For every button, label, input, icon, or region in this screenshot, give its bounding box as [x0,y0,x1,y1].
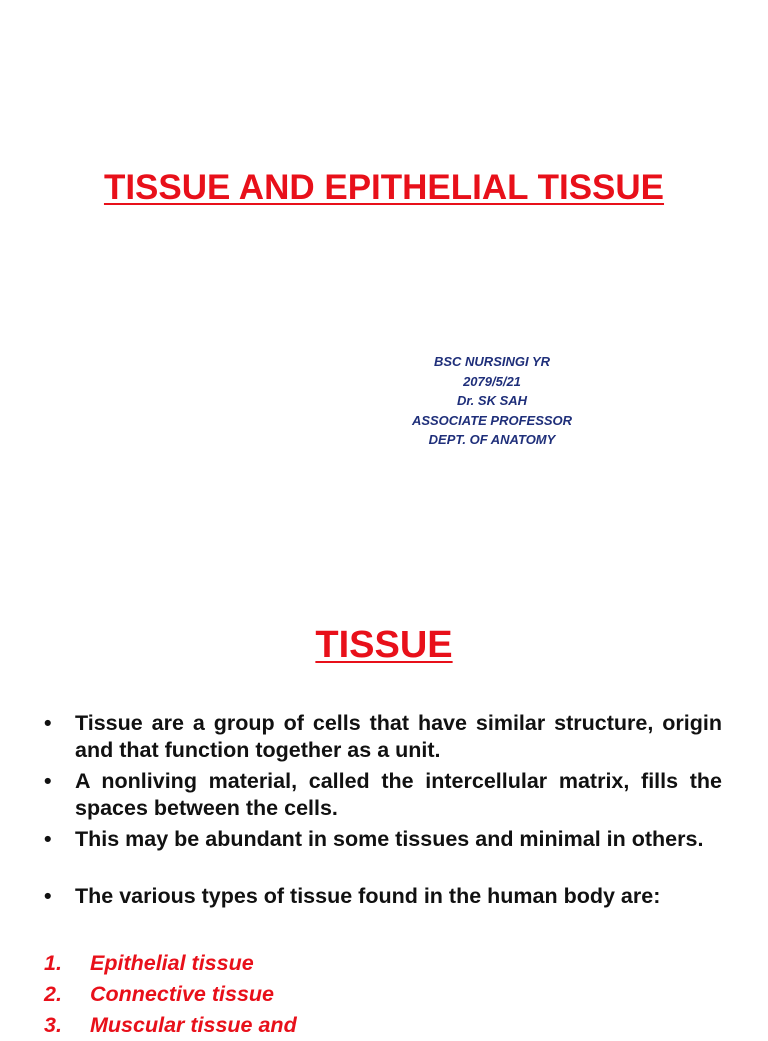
author-info [392,352,592,450]
course-line: BSC NURSINGI YR [433,354,551,369]
bullet-text: Tissue are a group of cells that have similar structure, origin and that function together as a unit. [75,711,722,762]
item-text: Muscular tissue and [90,1013,297,1037]
list-item [44,979,722,1010]
list-item [44,826,722,853]
list-item [44,948,722,979]
position-line: ASSOCIATE PROFESSOR [411,412,573,428]
bullet-text: A nonliving material, called the intercellular matrix, fills the spaces between the cells. [75,769,722,820]
date-line: 2079/5/21 [463,373,521,389]
bullet-list [44,710,722,914]
item-text: Connective tissue [90,982,274,1006]
item-number: 1. [44,951,62,975]
slide-heading: TISSUE [315,624,453,666]
slide-title: TISSUE AND EPITHELIAL TISSUE [103,168,665,207]
bullet-text: This may be abundant in some tissues and minimal in others. [75,827,704,851]
list-item [44,768,722,822]
author-line: Dr. SK SAH [456,393,528,408]
item-number: 3. [44,1013,62,1037]
list-item [44,1010,722,1041]
bullet-icon: • [44,827,52,851]
list-item [44,710,722,764]
department-line: DEPT. OF ANATOMY [428,432,556,447]
bullet-icon: • [44,769,52,793]
list-item [44,883,722,910]
tissue-slide [0,576,768,1037]
bullet-text: The various types of tissue found in the human body are: [75,884,661,908]
tissue-types-list [44,948,722,1041]
item-number: 2. [44,982,62,1006]
item-text: Epithelial tissue [90,951,254,975]
bullet-icon: • [44,884,52,908]
bullet-icon: • [44,711,52,735]
